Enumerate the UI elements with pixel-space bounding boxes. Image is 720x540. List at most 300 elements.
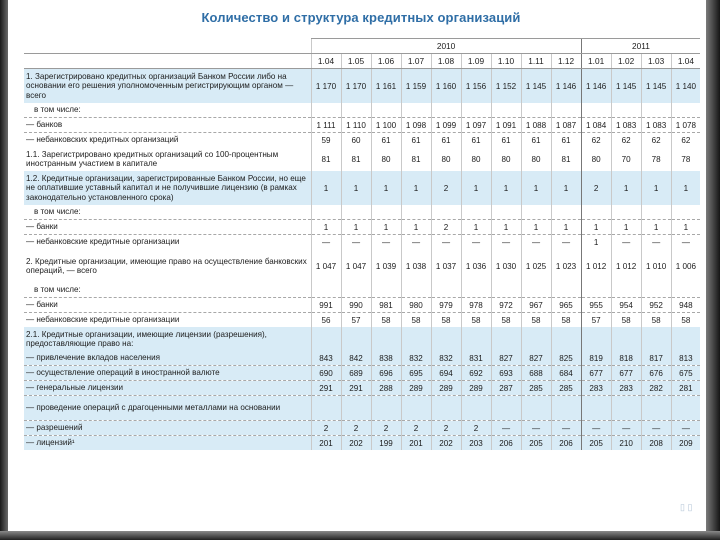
table-cell: 1 [611,220,641,235]
table-cell: 832 [431,351,461,366]
year-2011-header: 2011 [581,39,700,54]
table-cell: 205 [581,436,611,451]
table-cell: 979 [431,298,461,313]
table-cell [671,396,700,421]
table-cell: 62 [671,133,700,148]
table-row [24,249,700,283]
date-header: 1.05 [341,54,371,69]
table-cell: 58 [491,313,521,328]
table-cell [581,283,611,298]
table-cell: 818 [611,351,641,366]
table-cell: 1 012 [581,249,611,283]
table-cell: 1 [641,171,671,205]
table-cell: 827 [521,351,551,366]
table-cell [491,396,521,421]
table-cell: 203 [461,436,491,451]
table-row [24,313,700,328]
table-row [24,421,700,436]
credit-organizations-table [24,38,700,450]
year-2010-header: 2010 [311,39,581,54]
table-cell: 2 [341,421,371,436]
table-cell: 1 [671,220,700,235]
table-cell: 1 [551,171,581,205]
table-cell: — [371,235,401,250]
table-cell [551,205,581,220]
table-cell [341,205,371,220]
table-cell: 1 039 [371,249,401,283]
row-label: — привлечение вкладов населения [24,351,311,366]
date-header: 1.01 [581,54,611,69]
table-cell: 2 [431,421,461,436]
table-cell: 1 010 [641,249,671,283]
table-cell [581,327,611,351]
table-cell: 61 [371,133,401,148]
table-cell [311,283,341,298]
table-cell: 58 [431,313,461,328]
table-cell: 1 006 [671,249,700,283]
table-cell: 1 [521,171,551,205]
table-cell [551,103,581,118]
table-row [24,351,700,366]
table-cell [371,283,401,298]
table-cell: 61 [431,133,461,148]
table-cell: 693 [491,366,521,381]
table-cell: 61 [551,133,581,148]
table-row [24,103,700,118]
table-cell [371,327,401,351]
table-cell: 1 159 [401,69,431,104]
table-cell: 1 161 [371,69,401,104]
table-cell: 1 083 [641,118,671,133]
table-cell [611,205,641,220]
table-cell: 1 146 [581,69,611,104]
row-label: — банки [24,298,311,313]
table-cell: — [521,235,551,250]
table-row [24,436,700,451]
table-cell: 58 [401,313,431,328]
table-cell [461,396,491,421]
table-cell: 965 [551,298,581,313]
table-cell: 1 097 [461,118,491,133]
table-cell: 80 [431,147,461,171]
table-row [24,381,700,396]
slide-edge-right [706,0,720,540]
page-corner-mark: ▯ ▯ [680,502,693,512]
table-cell: 1 146 [551,69,581,104]
table-cell: 62 [581,133,611,148]
table-cell [401,396,431,421]
table-cell: 58 [461,313,491,328]
table-cell [641,327,671,351]
table-cell: 1 025 [521,249,551,283]
row-label: — банков [24,118,311,133]
table-cell: 287 [491,381,521,396]
table-cell: 954 [611,298,641,313]
table-row [24,118,700,133]
table-cell: 677 [581,366,611,381]
table-cell: 967 [521,298,551,313]
table-cell: 2 [431,220,461,235]
row-label: 2. Кредитные организации, имеющие право на осуществление банковских операций, — всего [26,256,307,275]
table-cell [491,205,521,220]
table-cell: 1 110 [341,118,371,133]
table-cell: 282 [641,381,671,396]
table-cell: 1 145 [641,69,671,104]
row-label: в том числе: [34,285,81,295]
table-cell: — [671,235,700,250]
document-page [20,8,702,528]
table-cell: — [461,235,491,250]
table-cell: 1 111 [311,118,341,133]
table-row [24,396,700,421]
table-cell [371,396,401,421]
table-cell: 206 [491,436,521,451]
table-cell [371,205,401,220]
table-cell: — [641,235,671,250]
table-cell: 813 [671,351,700,366]
date-header: 1.04 [671,54,700,69]
table-cell [431,205,461,220]
table-cell: 202 [341,436,371,451]
table-cell: 695 [401,366,431,381]
table-cell [641,283,671,298]
slide-edge-left [0,0,8,540]
table-cell [611,327,641,351]
table-row [24,171,700,205]
row-label: — разрешений [24,421,311,436]
table-cell: — [311,235,341,250]
date-header: 1.11 [521,54,551,69]
table-cell: 78 [671,147,700,171]
table-cell: 990 [341,298,371,313]
table-cell: 948 [671,298,700,313]
table-cell: 972 [491,298,521,313]
table-cell: 1 099 [431,118,461,133]
table-cell: 1 [311,220,341,235]
date-header: 1.10 [491,54,521,69]
table-cell: 684 [551,366,581,381]
table-cell: 677 [611,366,641,381]
table-cell [611,103,641,118]
table-cell [401,283,431,298]
table-cell: 1 036 [461,249,491,283]
table-cell: — [491,235,521,250]
table-cell: 832 [401,351,431,366]
table-cell: 1 [581,235,611,250]
table-row [24,283,700,298]
table-cell: 1 156 [461,69,491,104]
table-cell: 1 [491,171,521,205]
table-cell: 60 [341,133,371,148]
date-header: 1.03 [641,54,671,69]
table-cell: 81 [551,147,581,171]
table-cell: 1 152 [491,69,521,104]
table-cell: 1 [671,171,700,205]
table-cell: — [611,235,641,250]
table-cell: — [431,235,461,250]
table-cell: — [641,421,671,436]
date-header: 1.12 [551,54,581,69]
table-cell: — [401,235,431,250]
table-cell: 208 [641,436,671,451]
table-cell: 1 030 [491,249,521,283]
table-cell: — [581,421,611,436]
table-cell [551,396,581,421]
row-label: — осуществление операций в иностранной валюте [24,366,311,381]
table-cell [311,205,341,220]
row-label: — небанковские кредитные организации [24,235,311,250]
table-cell: 58 [641,313,671,328]
year-header-row [24,39,700,54]
table-cell: 291 [311,381,341,396]
row-label: 1.1. Зарегистрировано кредитных организаций со 100-процентным иностранным участием в капитале [26,149,279,168]
table-cell: 283 [581,381,611,396]
table-row [24,220,700,235]
table-cell: 1 [311,171,341,205]
table-cell: 1 145 [521,69,551,104]
table-cell: 61 [401,133,431,148]
table-cell [581,396,611,421]
table-cell: 692 [461,366,491,381]
table-cell: 831 [461,351,491,366]
table-cell: 205 [521,436,551,451]
row-label: — небанковских кредитных организаций [24,133,311,148]
table-cell: 81 [311,147,341,171]
date-header-row [24,54,700,69]
table-cell: 1 [341,171,371,205]
table-cell: 1 [521,220,551,235]
table-cell: 62 [611,133,641,148]
table-cell: 199 [371,436,401,451]
table-cell: 58 [611,313,641,328]
table-row [24,235,700,250]
table-cell: — [551,421,581,436]
table-cell [341,103,371,118]
table-cell [491,327,521,351]
table-cell: 59 [311,133,341,148]
table-cell: 78 [641,147,671,171]
table-cell [641,396,671,421]
table-cell: 289 [461,381,491,396]
row-label: 2.1. Кредитные организации, имеющие лицензии (разрешения), предоставляющие право на: [24,327,311,351]
table-cell: 817 [641,351,671,366]
table-cell: 1 [461,220,491,235]
table-cell: 1 [371,220,401,235]
table-cell [551,283,581,298]
table-cell: 288 [371,381,401,396]
table-cell: 202 [431,436,461,451]
date-header: 1.06 [371,54,401,69]
row-label: — лицензий¹ [24,436,311,451]
table-cell: 206 [551,436,581,451]
table-cell: 1 140 [671,69,700,104]
table-cell: 675 [671,366,700,381]
table-cell [641,103,671,118]
table-cell: 2 [401,421,431,436]
table-cell [461,103,491,118]
table-cell [671,103,700,118]
table-cell: 825 [551,351,581,366]
table-cell [431,283,461,298]
table-cell: 1 084 [581,118,611,133]
table-cell: — [611,421,641,436]
table-cell: 842 [341,351,371,366]
table-cell [311,103,341,118]
table-cell: 1 [551,220,581,235]
date-header: 1.09 [461,54,491,69]
table-cell: 1 012 [611,249,641,283]
table-cell: 981 [371,298,401,313]
table-cell: 57 [341,313,371,328]
table-cell: 80 [581,147,611,171]
table-cell: 1 088 [521,118,551,133]
table-cell: 980 [401,298,431,313]
table-cell: 58 [371,313,401,328]
table-cell [341,283,371,298]
row-label: — банки [24,220,311,235]
header-corner-2 [24,54,311,69]
table-cell: 696 [371,366,401,381]
table-cell: 1 078 [671,118,700,133]
table-cell [371,103,401,118]
table-cell [521,103,551,118]
table-cell: 690 [311,366,341,381]
table-cell [581,205,611,220]
table-cell: 688 [521,366,551,381]
table-cell: 210 [611,436,641,451]
table-cell: 676 [641,366,671,381]
table-cell: 209 [671,436,700,451]
table-cell: 1 [461,171,491,205]
table-cell [311,327,341,351]
row-label: — генеральные лицензии [24,381,311,396]
table-cell: 1 087 [551,118,581,133]
table-cell: 61 [491,133,521,148]
table-cell: 978 [461,298,491,313]
table-cell [341,327,371,351]
table-cell: 1 [401,171,431,205]
table-cell [431,327,461,351]
table-cell: 58 [551,313,581,328]
row-label: — небанковские кредитные организации [24,313,311,328]
table-cell: 80 [371,147,401,171]
table-cell: 1 091 [491,118,521,133]
table-cell: 61 [461,133,491,148]
table-cell: 61 [521,133,551,148]
table-cell: 2 [431,171,461,205]
table-row [24,298,700,313]
row-label: в том числе: [34,105,81,115]
date-header: 1.02 [611,54,641,69]
table-cell: 1 083 [611,118,641,133]
table-row [24,147,700,171]
table-cell [401,205,431,220]
table-cell: 952 [641,298,671,313]
table-cell [521,283,551,298]
table-cell: — [491,421,521,436]
table-cell: 1 038 [401,249,431,283]
table-cell: 694 [431,366,461,381]
table-cell: 1 [371,171,401,205]
table-cell [581,103,611,118]
table-cell: 2 [371,421,401,436]
table-cell [521,205,551,220]
table-cell: 81 [401,147,431,171]
table-cell: 819 [581,351,611,366]
table-cell: 80 [521,147,551,171]
table-cell [521,396,551,421]
table-cell: 1 023 [551,249,581,283]
table-cell [401,103,431,118]
table-body [24,69,700,451]
table-cell: 1 098 [401,118,431,133]
table-cell: 289 [401,381,431,396]
table-cell: 1 [641,220,671,235]
table-cell [401,327,431,351]
table-cell: 56 [311,313,341,328]
table-cell [431,103,461,118]
table-cell: 955 [581,298,611,313]
table-cell: 1 100 [371,118,401,133]
table-cell: — [521,421,551,436]
table-cell: — [551,235,581,250]
table-cell [641,205,671,220]
table-cell: 80 [491,147,521,171]
table-cell: 201 [311,436,341,451]
table-cell [341,396,371,421]
table-cell: 1 160 [431,69,461,104]
table-cell: 1 047 [311,249,341,283]
table-cell [491,283,521,298]
table-cell: 281 [671,381,700,396]
table-cell [611,283,641,298]
date-header: 1.07 [401,54,431,69]
table-cell: 1 [491,220,521,235]
table-cell: 1 [401,220,431,235]
table-cell: 689 [341,366,371,381]
table-cell [311,396,341,421]
table-cell: 2 [581,171,611,205]
table-row [24,366,700,381]
page-title: Количество и структура кредитных организаций [201,10,521,25]
row-label: 1.2. Кредитные организации, зарегистрированные Банком России, но еще не оплатившие уставный капитал и не получившие лицензию (в рамках законодательно установленного срока) [24,171,311,205]
table-cell [431,396,461,421]
table-cell: 201 [401,436,431,451]
table-cell [491,103,521,118]
table-row [24,69,700,104]
table-cell [551,327,581,351]
table-cell: 70 [611,147,641,171]
table-cell [461,205,491,220]
table-cell [671,283,700,298]
table-row [24,133,700,148]
table-cell: 838 [371,351,401,366]
table-cell: — [671,421,700,436]
table-cell: 1 [611,171,641,205]
table-cell [611,396,641,421]
table-cell [521,327,551,351]
table-cell: 58 [671,313,700,328]
table-cell: 1 [341,220,371,235]
table-cell: 80 [461,147,491,171]
row-label: — проведение операций с драгоценными металлами на основании [24,396,311,421]
date-header: 1.08 [431,54,461,69]
table-cell: 991 [311,298,341,313]
header-corner [24,39,311,54]
table-cell: 57 [581,313,611,328]
table-cell: 1 170 [341,69,371,104]
table-cell: 1 047 [341,249,371,283]
